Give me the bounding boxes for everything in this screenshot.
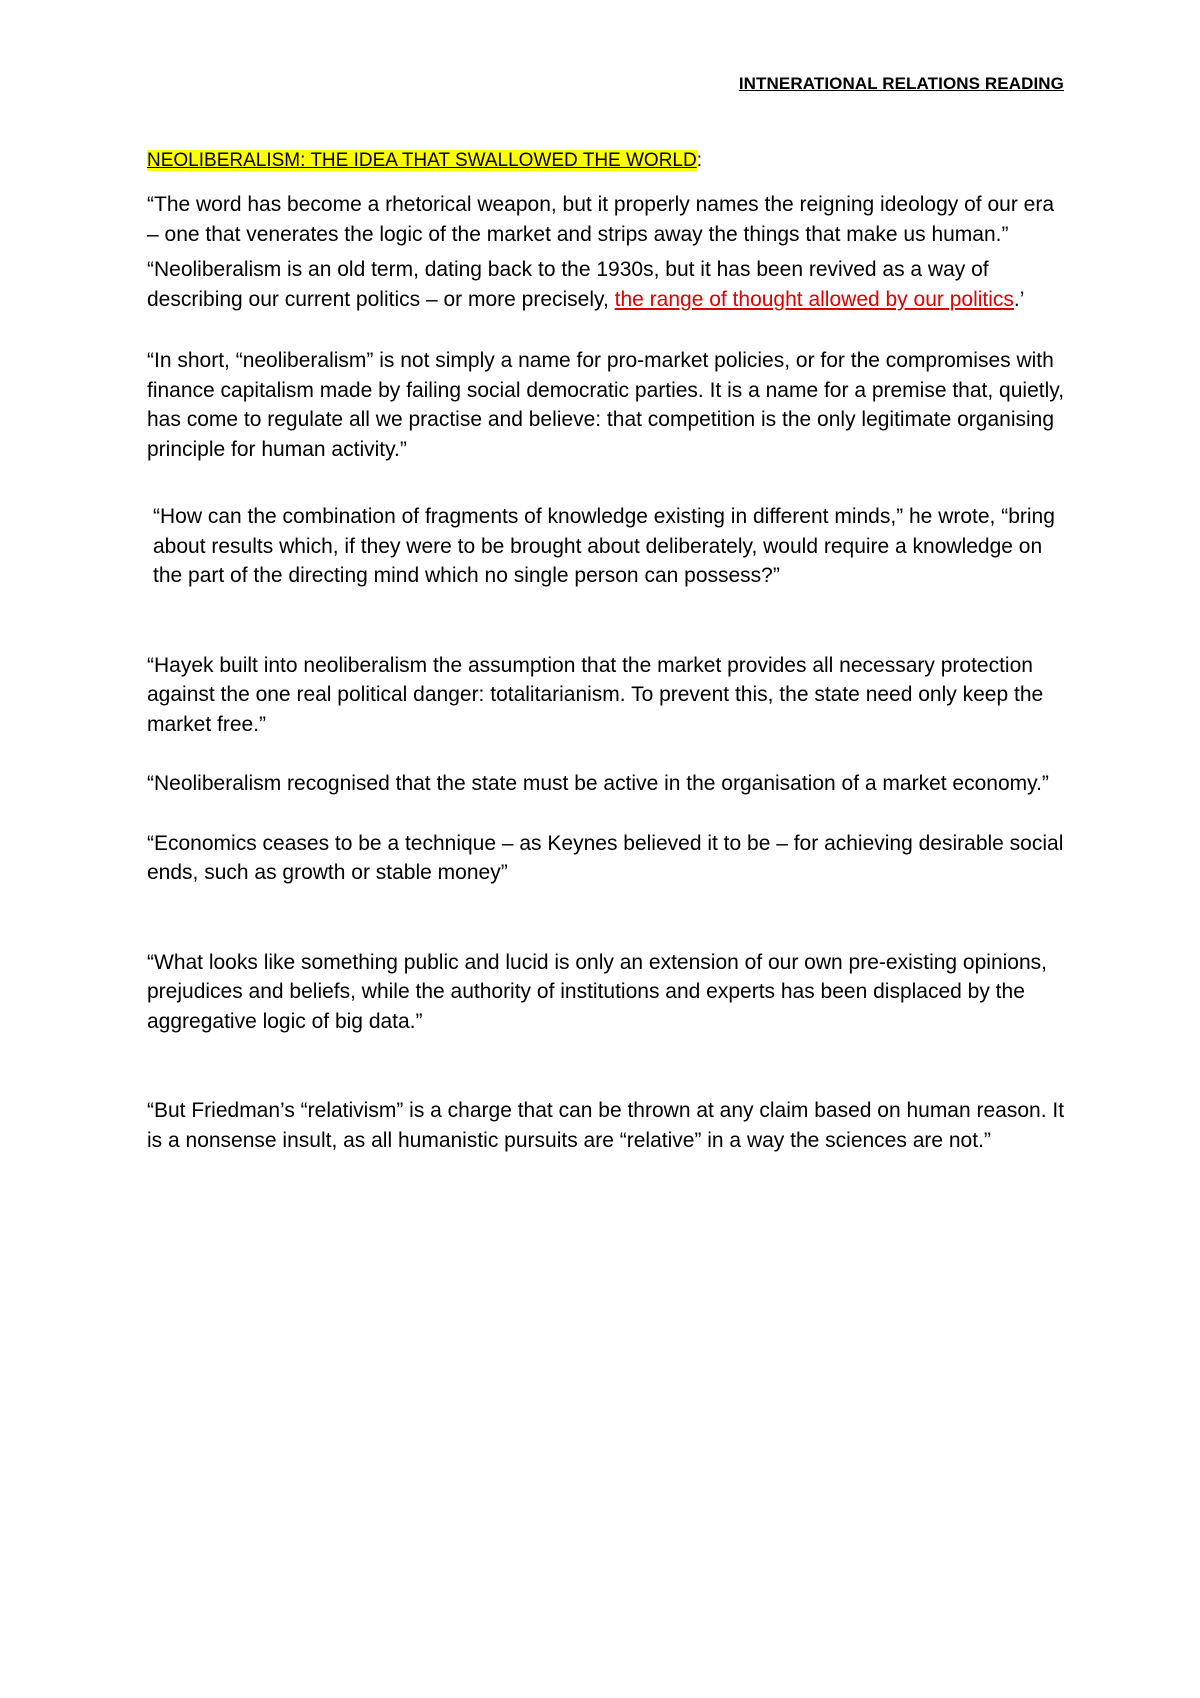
- quote-paragraph: “How can the combination of fragments of knowledge existing in different minds,” he wrote, “bring about results which, if they were to be brought about deliberately, would require a knowledge on the part of the directing mind which no single person can possess?”: [153, 505, 1055, 587]
- quote-paragraph: “Neoliberalism recognised that the state must be active in the organisation of a market economy.”: [147, 772, 1049, 795]
- quote-paragraph: “Economics ceases to be a technique – as Keynes believed it to be – for achieving desirable social ends, such as growth or stable money”: [147, 831, 1064, 884]
- quote-paragraph: “The word has become a rhetorical weapon, but it properly names the reigning ideology of our era – one that venerates the logic of the market and strips away the things that make us human.”: [147, 193, 1055, 246]
- document-title-text: NEOLIBERALISM: THE IDEA THAT SWALLOWED THE WORLD: [147, 150, 697, 171]
- quote-paragraph: “Hayek built into neoliberalism the assumption that the market provides all necessary protection against the one real political danger: totalitarianism. To prevent this, the state need only keep the market free.”: [147, 653, 1044, 736]
- quote-text: “Neoliberalism is an old term, dating back to the 1930s, but it has been revived as a way of describing our current politics – or more precisely,: [147, 258, 989, 311]
- page-header: INTNERATIONAL RELATIONS READING: [738, 74, 1064, 93]
- document-body: [147, 148, 1067, 1155]
- quote-text: .’: [1013, 287, 1025, 311]
- quote-paragraph: “In short, “neoliberalism” is not simply a name for pro-market policies, or for the compromises with finance capitalism made by failing social democratic parties. It is a name for a premise that, quietly, has come to regulate all we practise and believe: that competition is the only legitimate organising principle for human activity.”: [147, 349, 1065, 461]
- document-title: [147, 148, 1067, 174]
- document-title-suffix: :: [696, 150, 702, 171]
- quote-paragraph: “What looks like something public and lucid is only an extension of our own pre-existing opinions, prejudices and beliefs, while the authority of institutions and experts has been displaced by the aggregative logic of big data.”: [147, 950, 1047, 1033]
- quote-paragraph: [147, 255, 1067, 314]
- quote-paragraph: “But Friedman’s “relativism” is a charge that can be thrown at any claim based on human reason. It is a nonsense insult, as all humanistic pursuits are “relative” in a way the sciences are not.”: [147, 1099, 1065, 1152]
- highlighted-phrase: the range of thought allowed by our politics: [614, 287, 1014, 311]
